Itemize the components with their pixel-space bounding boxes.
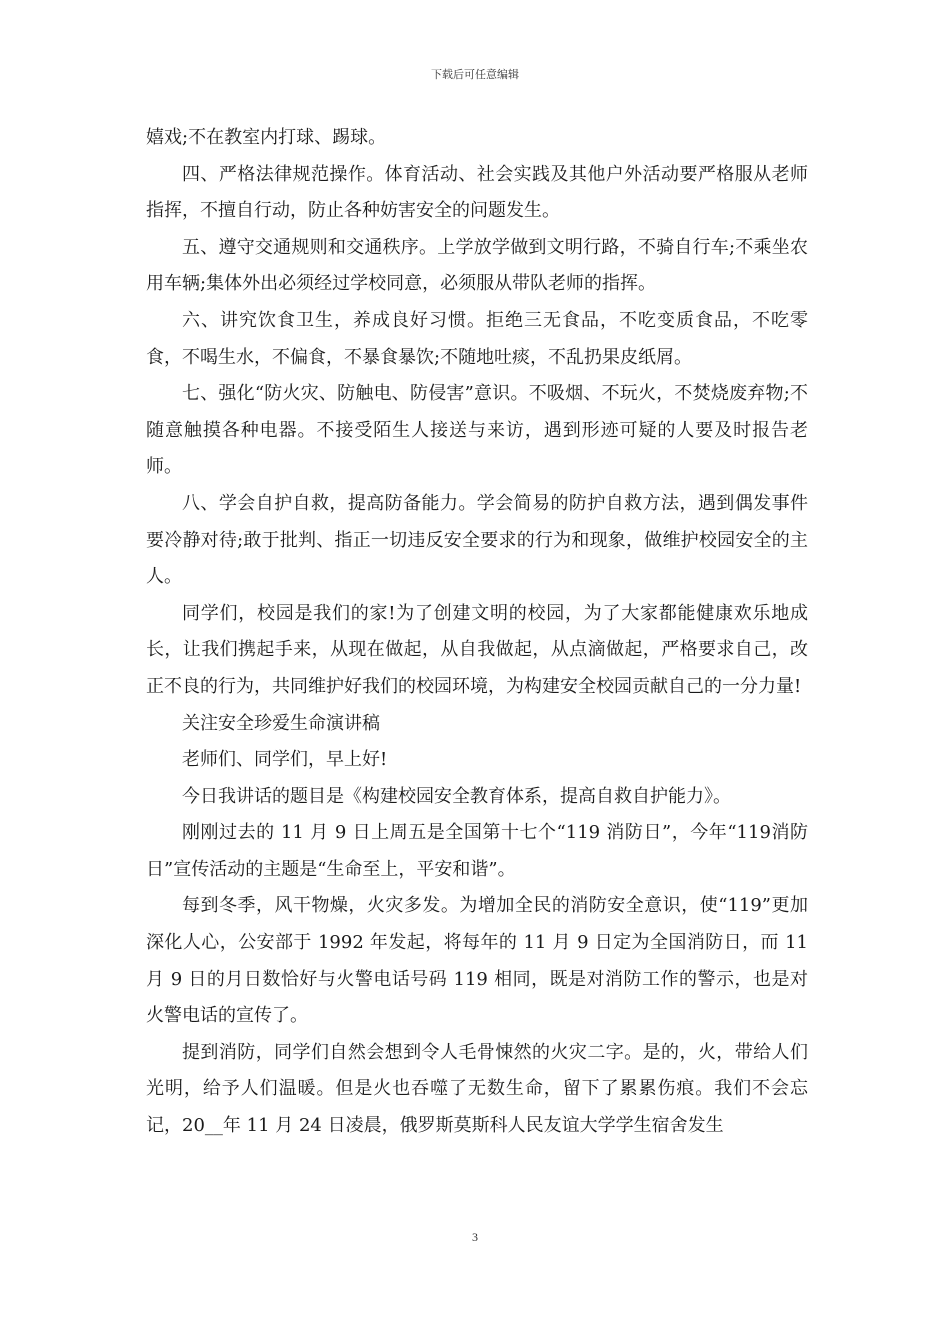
paragraph-7: 同学们，校园是我们的家!为了创建文明的校园，为了大家都能健康欢乐地成长，让我们携起手来，从现在做起，从自我做起，从点滴做起，严格要求自己，改正不良的行为，共同维护好我们的校园环境，为构建安全校园贡献自己的一分力量! <box>146 602 808 697</box>
page-header: 下载后可任意编辑 <box>431 68 519 81</box>
paragraph-1: 嬉戏;不在教室内打球、踢球。 <box>146 127 387 148</box>
paragraph-5: 七、强化“防火灾、防触电、防侵害”意识。不吸烟、不玩火，不焚烧废弃物;不随意触摸各种电器。不接受陌生人接送与来访，遇到形迹可疑的人要及时报告老师。 <box>146 383 808 478</box>
paragraph-11: 刚刚过去的 11 月 9 日上周五是全国第十七个“119 消防日”，今年“119消防日”宣传活动的主题是“生命至上，平安和谐”。 <box>146 822 808 880</box>
speech-title: 关注安全珍爱生命演讲稿 <box>182 712 380 734</box>
greeting: 老师们、同学们，早上好! <box>182 749 388 771</box>
paragraph-3: 五、遵守交通规则和交通秩序。上学放学做到文明行路，不骑自行车;不乘坐农用车辆;集体外出必须经过学校同意，必须服从带队老师的指挥。 <box>146 236 808 295</box>
paragraph-4: 六、讲究饮食卫生，养成良好习惯。拒绝三无食品，不吃变质食品，不吃零食，不喝生水，不偏食，不暴食暴饮;不随地吐痰，不乱扔果皮纸屑。 <box>146 309 808 368</box>
paragraph-12: 每到冬季，风干物燥，火灾多发。为增加全民的消防安全意识，使“119”更加深化人心，公安部于 1992 年发起，将每年的 11 月 9 日定为全国消防日，而 11 月 9 日的月日数恰好与火警电话号码 119 相同，既是对消防工作的警示，也是对火警电话的宣传了。 <box>146 895 808 1027</box>
paragraph-2: 四、严格法律规范操作。体育活动、社会实践及其他户外活动要严格服从老师指挥，不擅自行动，防止各种妨害安全的问题发生。 <box>146 163 808 222</box>
paragraph-13: 提到消防，同学们自然会想到令人毛骨悚然的火灾二字。是的，火，带给人们光明，给予人们温暖。但是火也吞噬了无数生命，留下了累累伤痕。我们不会忘记，20__年 11 月 24 日凌晨，俄罗斯莫斯科人民友谊大学学生宿舍发生 <box>146 1041 808 1137</box>
page-number: 3 <box>472 1230 478 1244</box>
paragraph-6: 八、学会自护自救，提高防备能力。学会简易的防护自救方法，遇到偶发事件要冷静对待;敢于批判、指正一切违反安全要求的行为和现象，做维护校园安全的主人。 <box>146 492 808 588</box>
paragraph-10: 今日我讲话的题目是《构建校园安全教育体系，提高自救自护能力》。 <box>182 785 731 807</box>
document-body <box>146 120 808 1145</box>
